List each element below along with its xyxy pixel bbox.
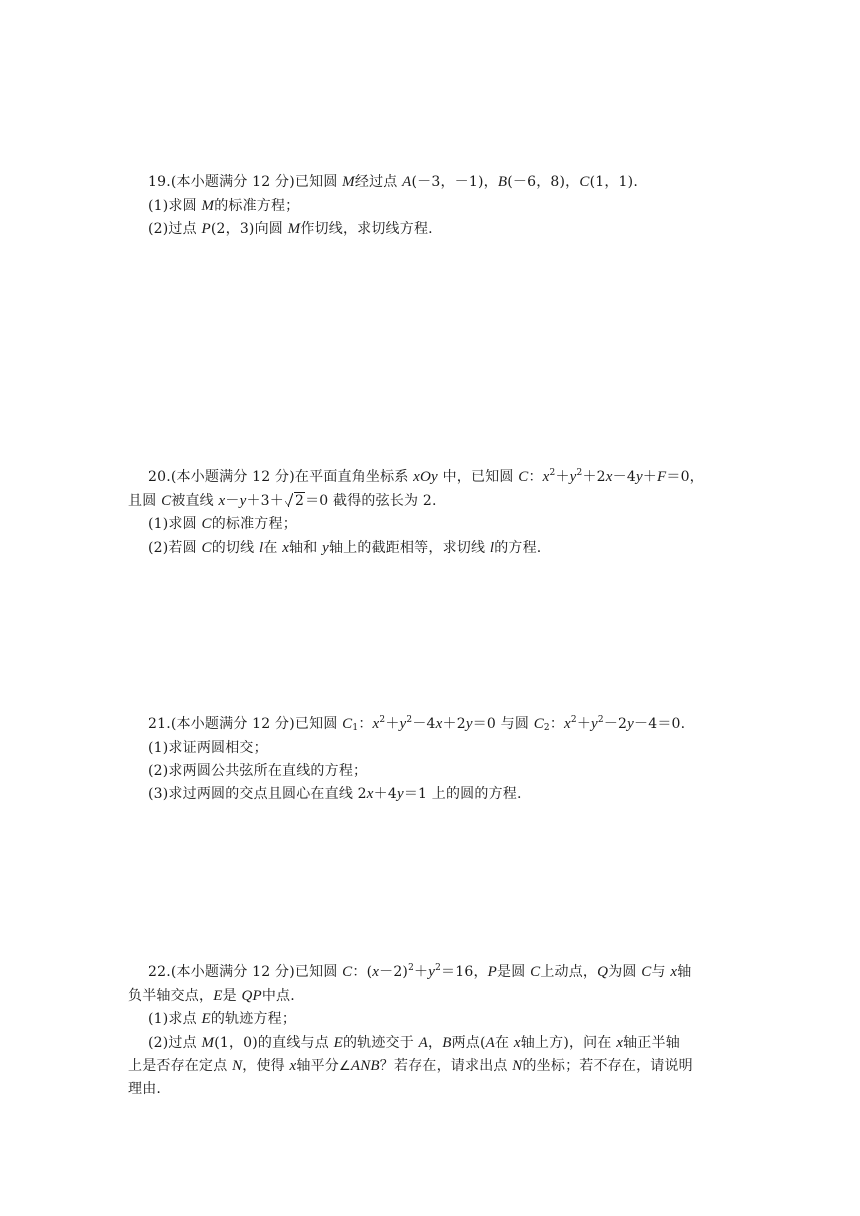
q22-part2-line3: 理由. <box>128 1081 162 1097</box>
q20-number: 20. <box>148 469 171 485</box>
q20-part1: (1)求圆 C的标准方程； <box>148 516 297 532</box>
q20-part2: (2)若圆 C的切线 l在 x轴和 y轴上的截距相等，求切线 l的方程. <box>148 540 542 556</box>
q22-number: 22. <box>148 964 171 980</box>
q19-number: 19. <box>148 174 171 190</box>
q19-part1: (1)求圆 M的标准方程； <box>148 198 300 214</box>
q22-header: (本小题满分 12 分) <box>170 964 295 980</box>
q22-stem-line2: 负半轴交点，E是 QP中点. <box>128 988 295 1004</box>
q19-header: (本小题满分 12 分) <box>170 174 295 190</box>
q21-part1: (1)求证两圆相交； <box>148 740 268 756</box>
q22-part1: (1)求点 E的轨迹方程； <box>148 1011 297 1027</box>
q21-part3: (3)求过两圆的交点且圆心在直线 2x＋4y＝1 上的圆的方程. <box>148 786 522 802</box>
q19-part2: (2)过点 P(2，3)向圆 M作切线，求切线方程. <box>148 221 433 237</box>
q20-header: (本小题满分 12 分) <box>170 469 295 485</box>
q20-stem-line1: 20.(本小题满分 12 分)在平面直角坐标系 xOy 中，已知圆 C：$x^2+y^2+2x-4y+F=0$， <box>148 468 704 485</box>
q21-number: 21. <box>148 716 171 732</box>
q20-stem-line2: 且圆 C被直线 x－y＋3＋ 2＝0 截得的弦长为 2. <box>128 493 437 509</box>
q22-part2-line2: 上是否存在定点 N，使得 x轴平分∠ANB？若存在，请求出点 N的坐标；若不存在，请说明 <box>128 1058 693 1074</box>
q21-stem: 21.(本小题满分 12 分)已知圆 $C_1$：$x^2+y^2-4x+2y=0$ 与圆 $C_2$：$x^2+y^2-2y-4=0$. <box>148 715 686 733</box>
q22-stem-line1: 22.(本小题满分 12 分)已知圆 C：$(x-2)^2+y^2=16$，P是圆 C上动点，Q为圆 C与 x轴 <box>148 963 692 980</box>
q21-part2: (2)求两圆公共弦所在直线的方程； <box>148 763 368 779</box>
q21-header: (本小题满分 12 分) <box>170 716 295 732</box>
q19-stem: 19.(本小题满分 12 分)已知圆 M经过点 A(－3，－1)，B(－6，8)，C(1，1). <box>148 174 638 190</box>
sqrt-symbol: 2 <box>285 491 305 511</box>
q22-part2-line1: (2)过点 M(1，0)的直线与点 E的轨迹交于 A，B两点(A在 x轴上方)，问在 x轴正半轴 <box>148 1035 680 1051</box>
